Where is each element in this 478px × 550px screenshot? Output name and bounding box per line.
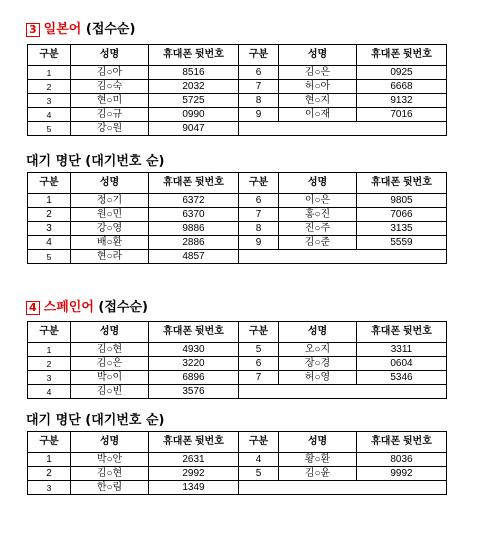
phone-last-digits: 8036 [357, 453, 447, 467]
waitlist-heading-spanish: 대기 명단 (대기번호 순) [26, 413, 165, 428]
empty-cell [239, 481, 447, 495]
section-heading-spanish [26, 296, 148, 315]
phone-last-digits: 4857 [149, 250, 239, 264]
row-index: 2 [28, 208, 71, 222]
row-index: 5 [28, 122, 71, 136]
student-name: 강○영 [71, 222, 149, 236]
column-header: 성명 [71, 432, 149, 453]
row-index: 1 [28, 194, 71, 208]
student-name: 황○환 [279, 453, 357, 467]
student-name: 배○환 [71, 236, 149, 250]
row-index: 8 [239, 94, 279, 108]
header-row [28, 45, 447, 66]
row-index: 2 [28, 357, 71, 371]
row-index: 8 [239, 222, 279, 236]
row-index: 5 [28, 250, 71, 264]
phone-last-digits: 4930 [149, 343, 239, 357]
row-index: 5 [239, 467, 279, 481]
student-name: 김○빈 [71, 385, 149, 399]
row-index: 1 [28, 343, 71, 357]
table-row [28, 343, 447, 357]
column-header: 구분 [239, 173, 279, 194]
phone-last-digits: 9132 [357, 94, 447, 108]
row-index: 5 [239, 343, 279, 357]
student-name: 박○이 [71, 371, 149, 385]
spanish-roster-table [27, 321, 447, 399]
row-index: 3 [28, 481, 71, 495]
student-name: 오○지 [279, 343, 357, 357]
row-index: 7 [239, 371, 279, 385]
student-name: 김○은 [71, 357, 149, 371]
student-name: 박○안 [71, 453, 149, 467]
table-row [28, 467, 447, 481]
column-header: 성명 [279, 45, 357, 66]
student-name: 허○아 [279, 80, 357, 94]
student-name: 강○원 [71, 122, 149, 136]
table-row [28, 122, 447, 136]
column-header: 휴대폰 뒷번호 [149, 173, 239, 194]
row-index: 2 [28, 80, 71, 94]
table-row [28, 236, 447, 250]
column-header: 성명 [71, 45, 149, 66]
row-index: 3 [28, 371, 71, 385]
phone-last-digits: 8516 [149, 66, 239, 80]
table-row [28, 80, 447, 94]
column-header: 구분 [28, 45, 71, 66]
header-row [28, 322, 447, 343]
phone-last-digits: 9805 [357, 194, 447, 208]
row-index: 9 [239, 108, 279, 122]
column-header: 구분 [28, 322, 71, 343]
row-index: 9 [239, 236, 279, 250]
table-row [28, 385, 447, 399]
empty-cell [239, 122, 447, 136]
phone-last-digits: 0925 [357, 66, 447, 80]
table-row [28, 94, 447, 108]
phone-last-digits: 2032 [149, 80, 239, 94]
phone-last-digits: 6372 [149, 194, 239, 208]
column-header: 휴대폰 뒷번호 [357, 173, 447, 194]
japanese-roster-table [27, 44, 447, 136]
phone-last-digits: 3220 [149, 357, 239, 371]
student-name: 이○재 [279, 108, 357, 122]
table-row [28, 357, 447, 371]
phone-last-digits: 9992 [357, 467, 447, 481]
phone-last-digits: 5725 [149, 94, 239, 108]
phone-last-digits: 2886 [149, 236, 239, 250]
row-index: 6 [239, 357, 279, 371]
row-index: 3 [28, 222, 71, 236]
column-header: 성명 [279, 173, 357, 194]
column-header: 휴대폰 뒷번호 [357, 322, 447, 343]
section-order-note: (접수순) [85, 22, 136, 37]
student-name: 김○윤 [279, 467, 357, 481]
phone-last-digits: 9047 [149, 122, 239, 136]
student-name: 현○라 [71, 250, 149, 264]
column-header: 성명 [71, 322, 149, 343]
phone-last-digits: 7016 [357, 108, 447, 122]
section-number-badge: 4 [26, 301, 40, 315]
student-name: 김○준 [279, 236, 357, 250]
table-row [28, 453, 447, 467]
row-index: 6 [239, 194, 279, 208]
student-name: 원○민 [71, 208, 149, 222]
table-row [28, 208, 447, 222]
table-row [28, 194, 447, 208]
empty-cell [239, 385, 447, 399]
phone-last-digits: 2631 [149, 453, 239, 467]
table-row [28, 66, 447, 80]
section-title: 일본어 [43, 22, 82, 37]
student-name: 현○지 [279, 94, 357, 108]
student-name: 김○숙 [71, 80, 149, 94]
column-header: 휴대폰 뒷번호 [357, 45, 447, 66]
student-name: 한○림 [71, 481, 149, 495]
table-row [28, 481, 447, 495]
student-name: 이○은 [279, 194, 357, 208]
column-header: 휴대폰 뒷번호 [149, 45, 239, 66]
spanish-waitlist-table [27, 431, 447, 495]
student-name: 장○경 [279, 357, 357, 371]
section-order-note: (접수순) [98, 300, 148, 315]
column-header: 구분 [239, 45, 279, 66]
phone-last-digits: 0990 [149, 108, 239, 122]
phone-last-digits: 2992 [149, 467, 239, 481]
column-header: 구분 [28, 173, 71, 194]
column-header: 구분 [239, 322, 279, 343]
student-name: 진○주 [279, 222, 357, 236]
row-index: 1 [28, 453, 71, 467]
student-name: 김○현 [71, 343, 149, 357]
waitlist-heading-japanese: 대기 명단 (대기번호 순) [26, 154, 165, 169]
phone-last-digits: 6896 [149, 371, 239, 385]
student-name: 현○미 [71, 94, 149, 108]
student-name: 김○규 [71, 108, 149, 122]
phone-last-digits: 3311 [357, 343, 447, 357]
row-index: 4 [28, 385, 71, 399]
column-header: 성명 [279, 322, 357, 343]
column-header: 휴대폰 뒷번호 [149, 432, 239, 453]
column-header: 휴대폰 뒷번호 [149, 322, 239, 343]
column-header: 성명 [279, 432, 357, 453]
student-name: 김○아 [71, 66, 149, 80]
phone-last-digits: 3576 [149, 385, 239, 399]
student-name: 정○기 [71, 194, 149, 208]
row-index: 4 [28, 108, 71, 122]
column-header: 성명 [71, 173, 149, 194]
row-index: 7 [239, 208, 279, 222]
japanese-waitlist-table [27, 172, 447, 264]
row-index: 6 [239, 66, 279, 80]
phone-last-digits: 5346 [357, 371, 447, 385]
column-header: 휴대폰 뒷번호 [357, 432, 447, 453]
column-header: 구분 [239, 432, 279, 453]
table-row [28, 250, 447, 264]
section-heading-japanese [26, 18, 135, 37]
section-number-badge: 3 [26, 23, 40, 37]
phone-last-digits: 9886 [149, 222, 239, 236]
student-name: 김○현 [71, 467, 149, 481]
student-name: 김○은 [279, 66, 357, 80]
table-row [28, 222, 447, 236]
phone-last-digits: 1349 [149, 481, 239, 495]
header-row [28, 173, 447, 194]
column-header: 구분 [28, 432, 71, 453]
row-index: 2 [28, 467, 71, 481]
table-row [28, 108, 447, 122]
phone-last-digits: 7066 [357, 208, 447, 222]
phone-last-digits: 0604 [357, 357, 447, 371]
row-index: 4 [239, 453, 279, 467]
empty-cell [239, 250, 447, 264]
table-row [28, 371, 447, 385]
phone-last-digits: 6668 [357, 80, 447, 94]
phone-last-digits: 6370 [149, 208, 239, 222]
row-index: 3 [28, 94, 71, 108]
row-index: 1 [28, 66, 71, 80]
phone-last-digits: 3135 [357, 222, 447, 236]
student-name: 허○영 [279, 371, 357, 385]
student-name: 홍○진 [279, 208, 357, 222]
phone-last-digits: 5559 [357, 236, 447, 250]
section-title: 스페인어 [43, 300, 94, 315]
row-index: 7 [239, 80, 279, 94]
header-row [28, 432, 447, 453]
row-index: 4 [28, 236, 71, 250]
